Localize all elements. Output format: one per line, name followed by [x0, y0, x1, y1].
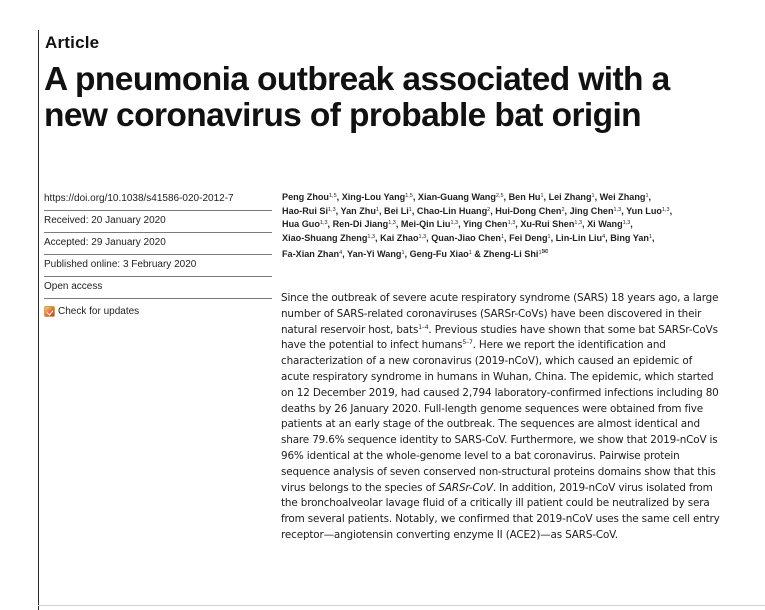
abstract-line: acute respiratory syndrome in humans in Wuhan, China. The epidemic, which started	[281, 370, 714, 383]
author-name[interactable]: Hui-Dong Chen	[495, 205, 562, 216]
corresponding-author-icon[interactable]: ✉	[541, 247, 549, 257]
abstract-line: sequence analysis of seven conserved non-structural proteins domains show that this	[281, 465, 716, 478]
abstract-line: characterization of a new coronavirus (2019-nCoV), which caused an epidemic of	[281, 355, 693, 368]
abstract-line	[281, 323, 751, 339]
abstract-text: have the potential to infect humans	[281, 339, 463, 352]
author-separator: ,	[375, 232, 381, 243]
author-name[interactable]: Mei-Qin Liu	[400, 219, 451, 230]
author-line	[282, 245, 732, 262]
author-affiliation: 1	[468, 250, 472, 257]
left-vertical-rule	[38, 30, 39, 610]
citation-ref[interactable]: 5–7	[462, 339, 473, 347]
author-affiliation: 1	[645, 193, 649, 199]
author-separator: ,	[490, 205, 496, 216]
abstract-line	[281, 338, 751, 354]
author-affiliation: 1,3	[450, 220, 459, 227]
top-margin	[0, 0, 765, 18]
author-name[interactable]: Jing Chen	[569, 205, 614, 216]
abstract-line: patients at an early stage of the outbreak. The sequences are almost identical and	[281, 418, 700, 431]
abstract-line: 96% identical at the whole-genome level to a bat coronavirus. Pairwise protein	[281, 449, 680, 462]
author-name[interactable]: Zheng-Li Shi	[483, 249, 539, 260]
author-affiliation: 1,3	[613, 206, 622, 213]
author-separator: &	[471, 249, 484, 260]
author-separator: ,	[458, 219, 463, 230]
author-separator: ,	[335, 205, 341, 216]
author-separator: ,	[652, 232, 655, 243]
author-affiliation: 2,5	[495, 193, 504, 199]
abstract-text: natural reservoir host, bats	[281, 323, 419, 336]
author-name[interactable]: Peng Zhou	[282, 192, 329, 202]
received-date: Received: 20 January 2020	[44, 211, 272, 233]
author-list	[282, 191, 732, 262]
author-name[interactable]: Yan-Yi Wang	[347, 249, 402, 260]
abstract-line: deaths by 26 January 2020. Full-length genome sequences were obtained from five	[281, 402, 704, 415]
abstract-line: Since the outbreak of severe acute respiratory syndrome (SARS) 18 years ago, a large	[281, 292, 719, 304]
author-separator: ,	[669, 205, 673, 216]
abstract-text: . Here we report the identification and	[472, 339, 666, 352]
author-affiliation: 1	[375, 206, 379, 213]
author-line	[282, 232, 732, 246]
author-separator: ,	[342, 249, 348, 260]
author-affiliation: 2	[487, 206, 491, 213]
abstract-line: number of SARS-related coronaviruses (SARSr-CoVs) have been discovered in their	[281, 307, 702, 320]
author-affiliation: 1,3	[507, 220, 516, 227]
author-name[interactable]: Quan-Jiao Chen	[431, 232, 501, 243]
author-separator: ,	[504, 232, 510, 243]
author-name[interactable]: Ying Chen	[462, 219, 508, 230]
author-name[interactable]: Hua Guo	[282, 219, 320, 230]
author-separator: ,	[543, 192, 549, 202]
author-name[interactable]: Geng-Fu Xiao	[409, 249, 469, 260]
published-date: Published online: 3 February 2020	[44, 255, 272, 277]
author-affiliation: 4	[339, 250, 343, 257]
author-affiliation: 1,3	[574, 220, 583, 227]
author-affiliation: 1,3	[388, 220, 396, 227]
abstract-line: from several patients. Notably, we confirmed that 2019-nCoV uses the same cell entry	[281, 513, 720, 526]
check-updates-icon	[44, 306, 55, 317]
author-separator: ,	[503, 192, 509, 202]
author-separator: ,	[605, 232, 611, 243]
author-affiliation: 1	[648, 233, 653, 240]
author-name[interactable]: Ben Hu	[508, 192, 541, 202]
bottom-divider	[38, 605, 765, 606]
author-name[interactable]: Hao-Rui Si	[282, 205, 328, 216]
article-type-label: Article	[45, 33, 100, 52]
author-line	[282, 205, 732, 219]
article-metadata-panel	[44, 191, 272, 321]
author-name[interactable]: Fei Deng	[509, 232, 548, 243]
author-affiliation: 1,3	[622, 220, 631, 227]
author-line	[282, 191, 732, 205]
author-line	[282, 218, 732, 232]
author-name[interactable]: Wei Zhang	[599, 192, 646, 202]
author-affiliation: 1,3	[418, 233, 427, 240]
abstract-line: the bronchoalveolar lavage fluid of a critically ill patient could be neutralized by sera	[281, 497, 710, 510]
author-affiliation: 1,5	[328, 193, 337, 199]
author-name[interactable]: Xing-Lou Yang	[341, 192, 406, 202]
abstract-text: . Previous studies have shown that some bat SARSr-CoVs	[428, 323, 718, 336]
abstract-text: virus belongs to the species of	[281, 481, 439, 494]
author-affiliation: 1	[547, 233, 551, 240]
abstract-line: receptor—angiotensin converting enzyme II (ACE2)—as SARS-CoV.	[281, 528, 618, 541]
author-affiliation: 1	[591, 193, 595, 199]
author-name[interactable]: Chao-Lin Huang	[416, 205, 488, 216]
author-separator: ,	[648, 192, 652, 202]
check-updates-label: Check for updates	[58, 305, 140, 317]
author-separator: ,	[621, 205, 627, 216]
abstract-line	[281, 481, 751, 497]
author-name[interactable]: Yun Luo	[626, 205, 662, 216]
author-name[interactable]: Xi Wang	[587, 219, 623, 230]
author-name[interactable]: Xu-Rui Shen	[520, 219, 575, 230]
author-separator: ,	[630, 219, 633, 230]
author-name[interactable]: Bei Li	[384, 205, 409, 216]
author-separator: ,	[594, 192, 600, 202]
author-affiliation: 1,3	[327, 206, 336, 213]
author-affiliation: 1	[540, 193, 544, 199]
author-affiliation: 4	[602, 233, 606, 240]
author-separator: ,	[564, 205, 570, 216]
accepted-date: Accepted: 29 January 2020	[44, 233, 272, 255]
author-name[interactable]: Kai Zhao	[380, 232, 419, 243]
abstract-line: share 79.6% sequence identity to SARS-CoV. Furthermore, we show that 2019-nCoV is	[281, 434, 718, 447]
author-name[interactable]: Bing Yan	[610, 232, 649, 243]
abstract	[281, 291, 751, 544]
doi-link[interactable]: https://doi.org/10.1038/s41586-020-2012-7	[44, 191, 272, 211]
author-name[interactable]: Lin-Lin Liu	[555, 232, 603, 243]
title-line-1: A pneumonia outbreak associated with a	[44, 61, 670, 98]
author-affiliation: 1,3	[661, 206, 670, 213]
author-affiliation: 1,5	[405, 193, 413, 199]
author-affiliation: 2	[561, 206, 565, 213]
author-separator: ,	[412, 192, 418, 202]
abstract-line: on 12 December 2019, had caused 2,794 laboratory-confirmed infections including 80	[281, 386, 719, 399]
author-separator: ,	[327, 219, 333, 230]
author-separator: ,	[378, 205, 385, 216]
author-affiliation: 1	[538, 250, 542, 257]
author-affiliation: 1,3	[319, 220, 328, 227]
author-separator: ,	[336, 192, 342, 202]
author-name[interactable]: Xian-Guang Wang	[417, 192, 496, 202]
article-title	[44, 62, 744, 134]
author-affiliation: 1	[500, 233, 505, 240]
author-name[interactable]: Yan Zhu	[340, 205, 376, 216]
author-name[interactable]: Xiao-Shuang Zheng	[282, 232, 368, 243]
check-for-updates-button[interactable]	[44, 299, 272, 321]
species-name: SARSr-CoV	[438, 481, 493, 494]
author-name[interactable]: Ren-Di Jiang	[332, 219, 389, 230]
title-line-2: new coronavirus of probable bat origin	[44, 97, 642, 134]
author-separator: ,	[404, 249, 410, 260]
author-name[interactable]: Fa-Xian Zhan	[282, 249, 340, 260]
author-separator: ,	[411, 205, 417, 216]
author-affiliation: 1,3	[367, 233, 376, 240]
author-name[interactable]: Lei Zhang	[548, 192, 592, 202]
author-separator: ,	[550, 232, 556, 243]
author-affiliation: 1	[401, 250, 405, 257]
author-separator: ,	[515, 219, 521, 230]
open-access-label: Open access	[44, 277, 272, 299]
author-separator: ,	[426, 232, 432, 243]
author-affiliation: 1	[408, 206, 412, 213]
citation-ref[interactable]: 1–4	[418, 323, 429, 331]
author-separator: ,	[395, 219, 401, 230]
abstract-text: . In addition, 2019-nCoV virus isolated from	[492, 481, 713, 494]
author-separator: ,	[582, 219, 588, 230]
